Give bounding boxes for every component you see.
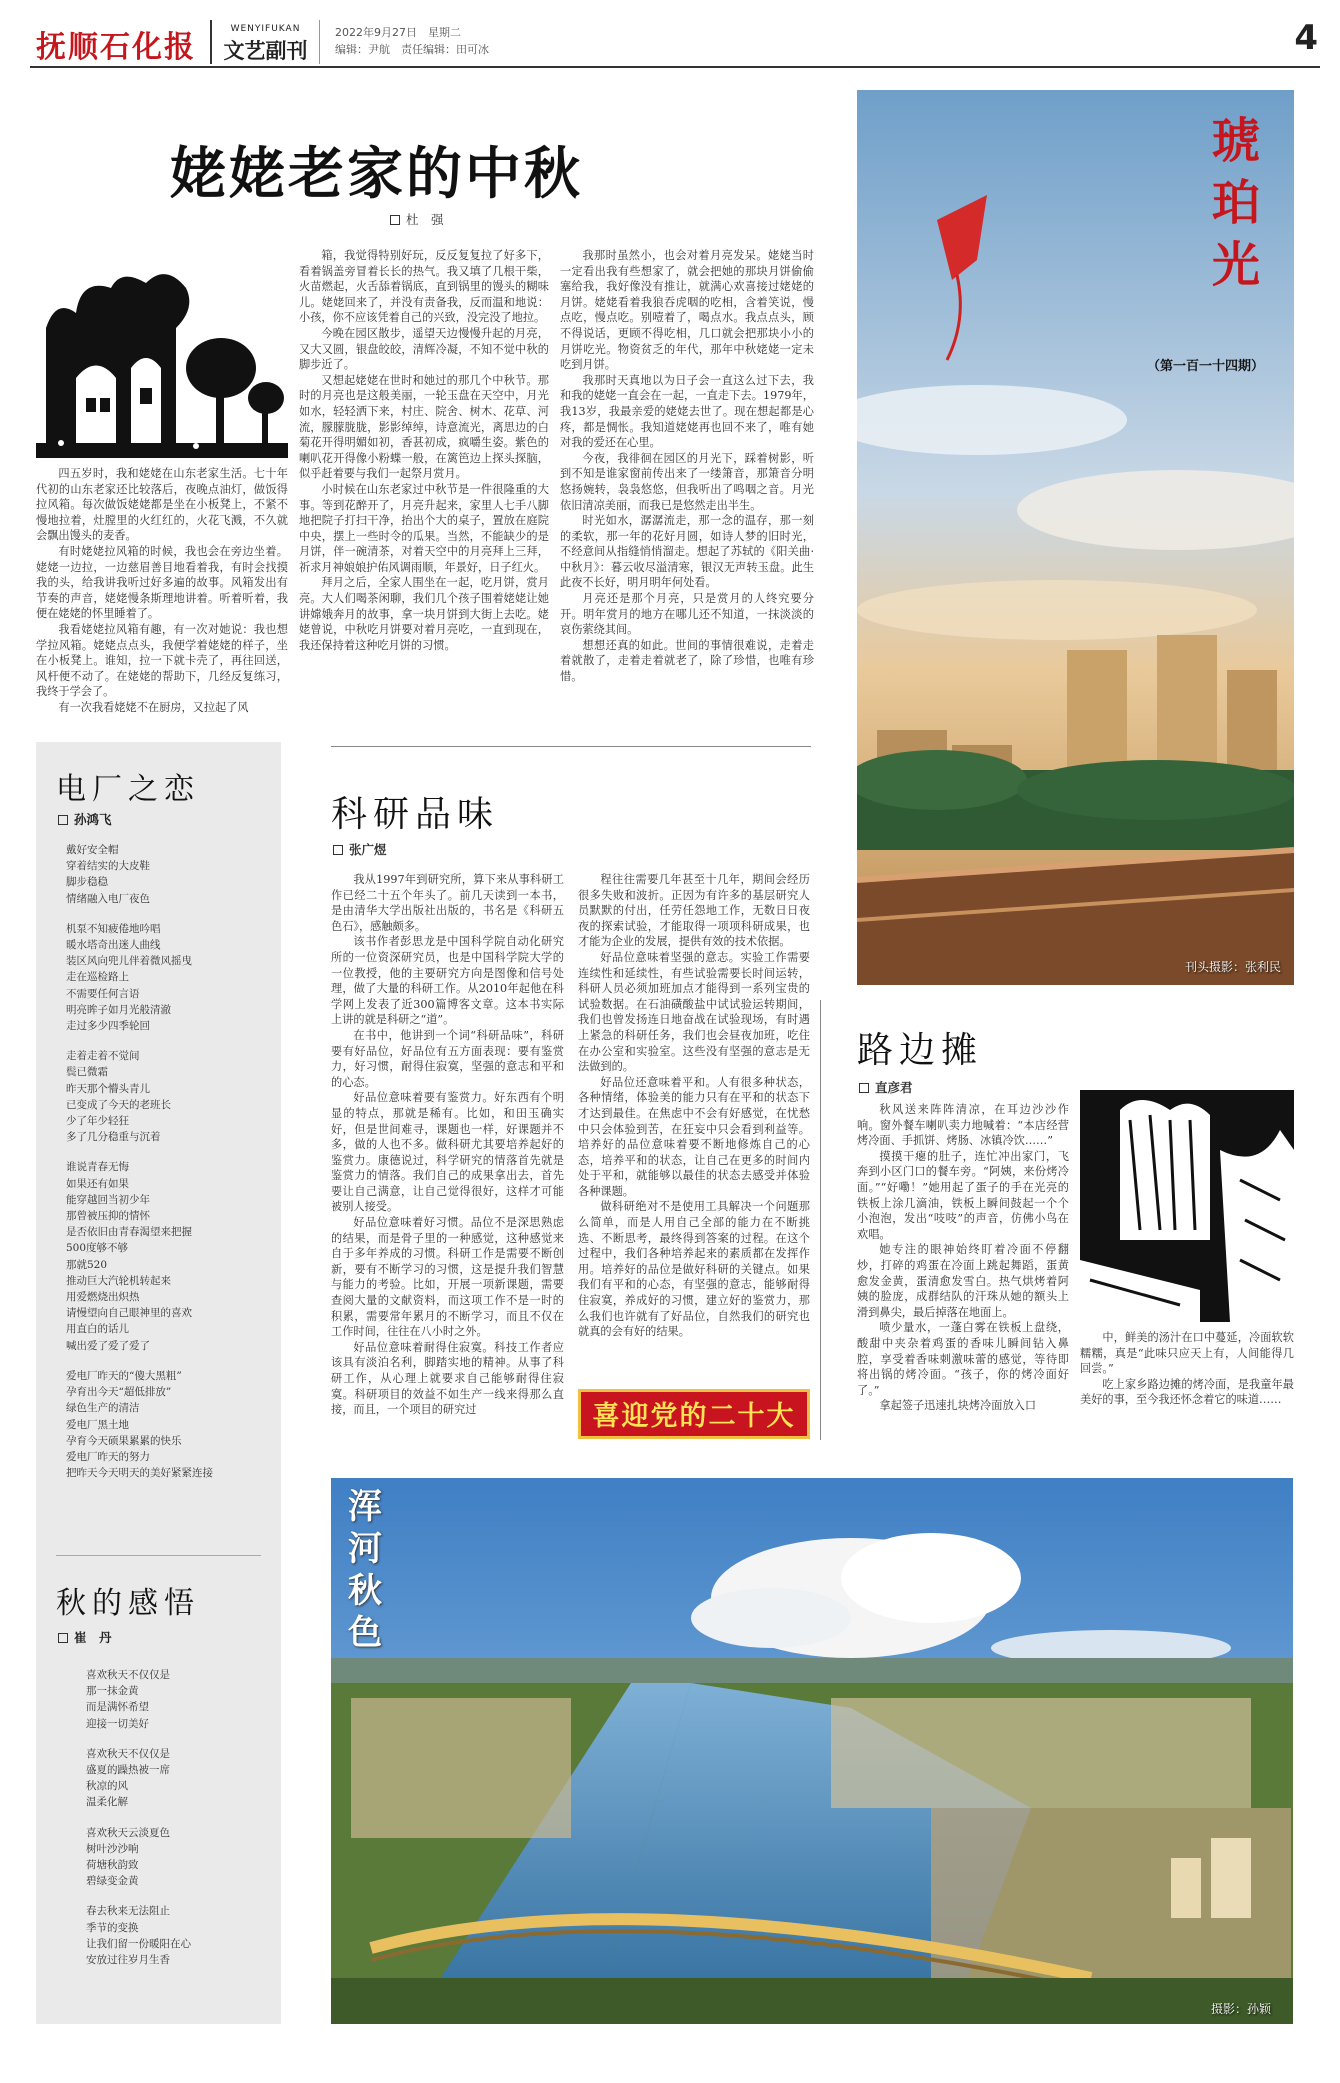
research-article-col-1 [331, 872, 564, 1442]
poem-line: 喜欢秋天不仅仅是 [86, 1747, 170, 1760]
poem-line: 请慢望向自己眼神里的喜欢 [66, 1307, 192, 1320]
poem-line: 喊出爱了爱了爱了 [66, 1339, 150, 1352]
divider [820, 1000, 821, 1440]
poem-line: 喜欢秋天云淡夏色 [86, 1826, 170, 1839]
poem-line: 迎接一切美好 [86, 1717, 149, 1730]
page-number: 4 [1294, 18, 1318, 58]
paragraph: 该书作者彭思龙是中国科学院自动化研究所的一位资深研究员，也是中国科学院大学的一位教授，他的主要研究方向是图像和信号处理，做了大量的科研工作。从2010年起他在科学网上发表了近300篇博客文章。这本书实际上讲的就是科研之“道”。 [331, 935, 564, 1027]
paragraph: 我那时虽然小，也会对着月亮发呆。姥姥当时一定看出我有些想家了，就会把她的那块月饼偷偷塞给我，我好像没有推让，就满心欢喜接过姥姥的月饼。姥姥看着我狼吞虎咽的吃相，含着笑说，慢点吃，慢点吃。别噎着了，喝点水。我点点头，顾不得说话，更顾不得吃相，几口就会把那块小小的月饼吃光。物资贫乏的年代，那年中秋姥姥一定未吃到月饼。 [560, 249, 814, 372]
paragraph: 吃上家乡路边摊的烤冷面，是我童年最美好的事，至今我还怀念着它的味道…… [1080, 1377, 1294, 1407]
poem-line: 装区风向兜儿伴着微风摇曳 [66, 955, 192, 968]
poem-1-body [66, 842, 266, 1495]
poem-line: 安放过往岁月生香 [86, 1954, 170, 1967]
poem-2-author: 崔 丹 [74, 1630, 112, 1645]
paragraph: 好品位意味着好习惯。品位不是深思熟虑的结果，而是骨子里的一种感觉，这种感觉来自于多年养成的习惯。科研工作是需要不断创新，要有不断学习的习惯，这是提升我们智慧与能力的考验。比如，开展一项新课题，需要查阅大量的文献资料，而这项工作不是一时的积累，需要常年累月的不断学习，而且不仅在工作时间，往往在八小时之外。 [331, 1216, 564, 1339]
paragraph: 做科研绝对不是使用工具解决一个问题那么简单，而是人用自己全部的能力在不断挑选、不断思考，最终得到答案的过程。在这个过程中，我们各种培养起来的素质都在发挥作用。培养好的品位是做好科研的关键点。如果我们有平和的心态，有坚强的意志，能够耐得住寂寞，养成好的习惯，建立好的鉴赏力，那么我们也许就有了好品位，自然我们的研究也就真的会有好的结果。 [578, 1200, 810, 1339]
header-photo-amber-light [857, 90, 1294, 985]
poem-line: 那曾被压抑的情怀 [66, 1210, 150, 1223]
byline-square-icon [58, 815, 68, 825]
byline-square-icon [58, 1633, 68, 1643]
section-name-cn: 文艺副刊 [223, 39, 308, 63]
paragraph: 她专注的眼神始终盯着冷面不停翻炒，打碎的鸡蛋在冷面上跳起舞蹈，蛋黄愈发金黄，蛋清愈发雪白。热气烘烤着阿姨的脸庞，成群结队的汗珠从她的额头上滑到鼻尖，最后掉落在地面上。 [857, 1243, 1069, 1319]
poem-line: 盛夏的躁热被一席 [86, 1764, 170, 1777]
poem-line: 孕育今天硕果累累的快乐 [66, 1434, 182, 1447]
poem-line: 爱电厂昨天的努力 [66, 1450, 150, 1463]
photo-right-caption: 刊头摄影：张利民 [1185, 960, 1282, 974]
paragraph: 今晚在园区散步，遥望天边慢慢升起的月亮，又大又圆，银盘皎皎，清辉冷凝，不知不觉中秋的脚步近了。 [299, 326, 549, 372]
research-article-col-2 [578, 872, 810, 1377]
poem-line: 荷塘秋韵致 [86, 1859, 139, 1872]
main-article-author: 杜 强 [406, 212, 444, 227]
divider [331, 746, 811, 747]
poems-panel [36, 742, 281, 2024]
paragraph: 喷少量水，一蓬白雾在铁板上盘绕，酸甜中夹杂着鸡蛋的香味儿瞬间钻入鼻腔，享受着香味刺激味蕾的感觉，等待即将出锅的烤冷面。“孩子，你的烤冷面好了。” [857, 1321, 1069, 1397]
poem-line: 季节的变换 [86, 1921, 139, 1934]
section-name-en: WENYIFUKAN [230, 24, 301, 34]
village-woodcut-illustration [36, 258, 288, 458]
stanza [86, 1667, 266, 1732]
masthead [30, 18, 1320, 68]
poem-line: 温柔化解 [86, 1796, 128, 1809]
paragraph: 好品位意味着耐得住寂寞。科技工作者应该具有淡泊名利，脚踏实地的精神。从事了科研工作，从心理上就要求自己能够耐得住寂寞。科研项目的效益不如生产一线来得那么直接，而且，一个项目的研究过 [331, 1340, 564, 1417]
stanza [86, 1903, 266, 1968]
stall-woodcut-illustration [1080, 1090, 1294, 1322]
byline-square-icon [333, 845, 343, 855]
issue-series-number: （第一百一十四期） [1147, 359, 1265, 374]
paragraph: 四五岁时，我和姥姥在山东老家生活。七十年代初的山东老家还比较落后，夜晚点油灯，做饭得拉风箱。每次做饭姥姥都是坐在小板凳上，不紧不慢地拉着，灶膛里的火红红的，火花飞溅，不久就会飘出馒头的麦香。 [36, 467, 288, 543]
photo-bottom-caption: 摄影：孙颖 [1211, 2002, 1272, 2016]
paragraph: 小时候在山东老家过中秋节是一件很隆重的大事。等到花醉开了，月亮升起来，家里人七手八脚地把院子打扫干净，抬出个大的桌子，置放在庭院中央，摆上一些时令的瓜果。当然，不能缺少的是月饼，伴一碗清茶，对着天空中的月亮拜上三拜，祈求月神娘娘护佑风调雨顺，年景好，日子红火。 [299, 482, 549, 574]
paragraph: 有时姥姥拉风箱的时候，我也会在旁边坐着。姥姥一边拉，一边慈眉善目地看着我，有时会找摸我的头，给我讲我听过好多遍的故事。风箱发出有节奏的声音，姥姥慢条斯理地讲着。听着听着，我便在姥姥的怀里睡着了。 [36, 544, 288, 621]
stall-article-col-1 [857, 1102, 1069, 1440]
poem-line: 500度够不够 [66, 1242, 129, 1255]
byline-square-icon [390, 215, 400, 225]
poem-1-author: 孙鸿飞 [74, 812, 112, 827]
paragraph: 有一次我看姥姥不在厨房，又拉起了风 [58, 700, 249, 714]
main-article-col-1 [36, 466, 288, 728]
poem-line: 多了几分稳重与沉着 [66, 1131, 161, 1144]
paragraph: 箱，我觉得特别好玩，反反复复拉了好多下，看着锅盖旁冒着长长的热气。我又填了几根干柴，火苗燃起，火舌舔着锅底，直到锅里的馒头的糊味儿。姥姥回来了，并没有责备我，反而温和地说：小孩，你不应该凭着自己的兴致，没完没了地拉。 [299, 249, 549, 325]
editors-line: 编辑：尹航 责任编辑：田可冰 [335, 43, 489, 56]
poem-line: 情绪融入电厂夜色 [66, 892, 150, 905]
research-article-author: 张广煜 [349, 842, 387, 857]
poem-line: 能穿越回当初少年 [66, 1193, 150, 1206]
stanza [66, 842, 266, 907]
poem-line: 爱电厂黑土地 [66, 1418, 129, 1431]
main-article-title: 姥姥老家的中秋 [170, 142, 583, 207]
paragraph: 想想还真的如此。世间的事情很难说，走着走着就散了，走着走着就老了，除了珍惜，也唯有珍惜。 [560, 638, 814, 684]
paper-name: 抚顺石化报 [36, 30, 196, 65]
paragraph: 我那时天真地以为日子会一直这么过下去，我和我的姥姥一直会在一起，一直走下去。1979年，我13岁，我最亲爱的姥姥去世了。现在想起都是心疼，都是惆怅。我知道姥姥再也回不来了，唯有她对我的爱还在心里。 [560, 373, 814, 450]
paragraph: 时光如水，潺潺流走，那一念的温存，那一刻的柔软，那一年的花好月圆，如诗人梦的旧时光，不经意间从指缝悄悄溜走。想起了苏轼的《阳关曲·中秋月》：暮云收尽溢清寒，银汉无声转玉盘。此生此夜不长好，明月明年何处看。 [560, 514, 814, 590]
poem-line: 把昨天今天明天的美好紧紧连接 [66, 1467, 213, 1480]
paragraph: 又想起姥姥在世时和她过的那几个中秋节。那时的月亮也是这般美丽，一轮玉盘在天空中，月光如水，轻轻洒下来，村庄、院舍、树木、花草、河流，朦朦胧胧，影影绰绰，诗意流光，离思边的白菊花开得明媚如初，香甚初成，疯嚼生姿。紫色的喇叭花开得像小粉蝶一般，在篱笆边上探头探脑，似乎赶着要与我们一起祭月赏月。 [299, 373, 549, 481]
poem-line: 戴好安全帽 [66, 844, 119, 856]
river-autumn-photo [331, 1478, 1293, 2024]
poem-line: 鬓已微霜 [66, 1066, 108, 1079]
stanza [86, 1746, 266, 1811]
poem-line: 如果还有如果 [66, 1177, 129, 1190]
paragraph: 好品位还意味着平和。人有很多种状态，各种情绪，体验美的能力只有在平和的状态下才达到最佳。在焦虑中不会有好感觉，在忧愁中只会体验到苦，在狂妄中只会看到利益等。培养好的品位意味着要不断地修炼自己的心态，培养平和的状态，让自己在更多的时间内处于平和，就能够以最佳的状态去感受并体验各种课题。 [578, 1075, 810, 1198]
celebration-banner: 喜迎党的二十大 [578, 1389, 810, 1439]
section-box [210, 20, 320, 64]
paragraph: 好品位意味着要有鉴赏力。好东西有个明显的特点，那就是稀有。比如，和田玉确实好，但是世间难寻，课题也一样，好课题并不多，做的人也不多。做科研尤其要培养起好的鉴赏力。康德说过，科学研究的情落首先就是鉴赏力的情落。我们自己的成果拿出去，首先要让自己满意，让自己觉得很好，这样才可能被别人接受。 [331, 1091, 564, 1214]
paragraph: 我从1997年到研究所，算下来从事科研工作已经二十五个年头了。前几天读到一本书，是由清华大学出版社出版的，书名是《科研五色石》，感触颇多。 [331, 873, 564, 933]
paragraph: 月亮还是那个月亮，只是赏月的人终究要分开。明年赏月的地方在哪儿还不知道，一抹淡淡的哀伤萦绕其间。 [560, 592, 814, 637]
paragraph: 好品位意味着坚强的意志。实验工作需要连续性和延续性，有些试验需要长时间运转，科研人员必须加班加点才能得到一系列宝贵的试验数据。在石油磺酸盐中试试验运转期间，我们也曾发扬连日地奋战在试验现场，有时遇上紧急的科研任务，我们也会昼夜加班，吃住在办公室和实验室。这些没有坚强的意志是无法做到的。 [578, 950, 810, 1074]
poem-line: 爱电厂昨天的“傻大黑粗” [66, 1369, 182, 1382]
poem-line: 昨天那个懵头青儿 [66, 1082, 150, 1095]
poem-line: 而是满怀希望 [86, 1701, 149, 1714]
paragraph: 中，鲜美的汤汁在口中蔓延，冷面软软糯糯，真是“此味只应天上有，人间能得几回尝。” [1080, 1331, 1294, 1376]
poem-line: 暖水塔奇出迷人曲线 [66, 939, 161, 952]
poem-line: 少了年少轻狂 [66, 1115, 129, 1128]
paragraph: 程往往需要几年甚至十几年，期间会经历很多失败和波折。正因为有许多的基层研究人员默默的付出，任劳任怨地工作，无数日日夜夜的探索试验，才能取得一项项科研成果，也才能为企业的发展，提供有效的技术依据。 [578, 873, 810, 949]
poem-line: 明亮眸子如月光般清澈 [66, 1003, 171, 1016]
poem-line: 那就520 [66, 1258, 108, 1271]
poem-line: 推动巨大汽轮机转起来 [66, 1274, 171, 1287]
poem-line: 孕育出今天“超低排放” [66, 1386, 172, 1399]
issue-info [335, 24, 489, 58]
paragraph: 在书中，他讲到一个词“科研品味”，科研要有好品位，好品位有五方面表现：要有鉴赏力，好习惯，耐得住寂寞，坚强的意志和平和的心态。 [331, 1028, 564, 1089]
paragraph: 今夜，我徘徊在园区的月光下，踩着树影，听到不知是谁家窗前传出来了一缕箫音，那箫音分明悠扬婉转，袅袅悠悠，但我听出了鸣咽之音。月光依旧清凉美丽，而我已是悠然走出半生。 [560, 451, 814, 512]
poem-line: 喜欢秋天不仅仅是 [86, 1669, 170, 1681]
stall-article-col-2 [1080, 1330, 1294, 1440]
stanza [66, 1048, 266, 1145]
poem-line: 是否依旧由青春渴望来把握 [66, 1226, 192, 1239]
poem-line: 不需要任何言语 [66, 987, 140, 1000]
stanza [86, 1825, 266, 1890]
poem-line: 机泵不知疲倦地吟唱 [66, 922, 161, 935]
poem-line: 用爱燃烧出炽热 [66, 1291, 140, 1304]
poem-2-title: 秋的感悟 [56, 1586, 200, 1621]
poem-line: 走在巡检路上 [66, 971, 129, 984]
poem-line: 谁说青春无悔 [66, 1161, 129, 1174]
poem-1-byline [58, 810, 112, 828]
stall-article-byline [859, 1078, 913, 1096]
stanza [66, 1368, 266, 1481]
stanza [66, 921, 266, 1034]
research-article-byline [333, 840, 387, 858]
poem-divider [56, 1555, 261, 1556]
poem-line: 让我们留一份暖阳在心 [86, 1937, 191, 1950]
poem-2-byline [58, 1628, 112, 1646]
paragraph: 我看姥姥拉风箱有趣，有一次对她说：我也想学拉风箱。姥姥点点头，我便学着姥姥的样子，坐在小板凳上。谁知，拉一下就卡壳了，再往回送，风杆便不动了。在姥姥的帮助下，几经反复练习，我终于学会了。 [36, 622, 288, 699]
poem-line: 用直白的话儿 [66, 1323, 129, 1336]
poem-line: 碧绿变金黄 [86, 1875, 139, 1888]
poem-line: 树叶沙沙响 [86, 1842, 139, 1855]
photo-bottom-vertical-title: 浑河秋色 [348, 1487, 382, 1653]
stall-article-author: 直彦君 [875, 1080, 913, 1095]
poem-line: 那一抹金黄 [86, 1685, 139, 1698]
stanza [66, 1159, 266, 1353]
poem-1-title: 电厂之恋 [56, 772, 200, 807]
poem-line: 已变成了今天的老班长 [66, 1098, 171, 1111]
poem-2-body [86, 1667, 266, 1982]
paragraph: 秋风送来阵阵清凉，在耳边沙沙作响。窗外餐车喇叭卖力地喊着：“本店经营烤冷面、手抓饼、烤肠、冰镇冷饮……” [857, 1103, 1069, 1148]
poem-line: 穿着结实的大皮鞋 [66, 860, 150, 873]
paragraph: 摸摸干瘪的肚子，连忙冲出家门，飞奔到小区门口的餐车旁。“阿姨，来份烤冷面。”“好嘞！”她用起了蛋子的手在光亮的铁板上涂几滴油，铁板上瞬间鼓起一个个小泡泡，发出“吱吱”的声音，仿佛小鸟在欢唱。 [857, 1149, 1069, 1241]
poem-line: 秋凉的风 [86, 1780, 128, 1793]
main-article-byline [390, 210, 444, 228]
poem-line: 走着走着不觉间 [66, 1050, 140, 1063]
research-article-title: 科研品味 [331, 794, 500, 835]
byline-square-icon [859, 1083, 869, 1093]
photo-right-vertical-title: 琥珀光 [1211, 113, 1260, 293]
poem-line: 走过多少四季轮回 [66, 1020, 150, 1033]
main-article-col-3 [560, 248, 814, 728]
paragraph: 拜月之后，全家人围坐在一起，吃月饼，赏月亮。大人们喝茶闲聊，我们几个孩子围着姥姥让她讲嫦娥奔月的故事，拿一块月饼到大街上去吃。姥姥曾说，中秋吃月饼要对着月亮吃，一直到现在，我还保持着这种吃月饼的习惯。 [299, 576, 549, 652]
paragraph: 拿起签子迅速扎块烤冷面放入口 [879, 1399, 1037, 1413]
stall-article-title: 路边摊 [857, 1030, 984, 1071]
date-line: 2022年9月27日 星期二 [335, 26, 461, 39]
poem-line: 脚步稳稳 [66, 876, 108, 889]
poem-line: 绿色生产的清洁 [66, 1402, 140, 1415]
main-article-col-2 [299, 248, 549, 728]
poem-line: 春去秋来无法阻止 [86, 1905, 170, 1918]
